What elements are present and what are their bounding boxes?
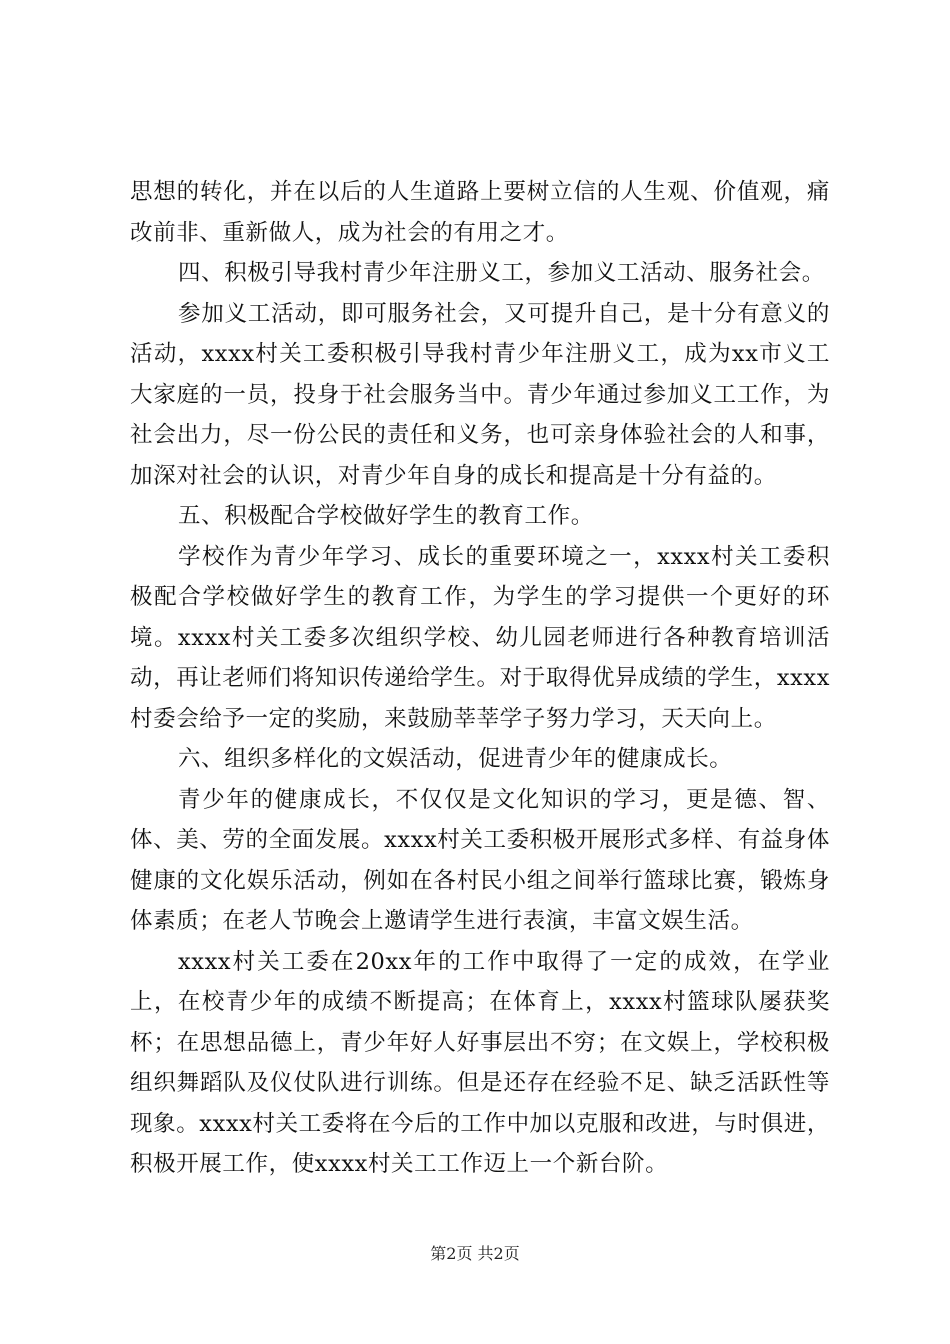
- section-heading-4: 四、积极引导我村青少年注册义工，参加义工活动、服务社会。: [178, 260, 825, 286]
- paragraph-volunteer: 参加义工活动，即可服务社会，又可提升自己，是十分有意义的活动，xxxx村关工委积极引导我村青少年注册义工，成为xx市义工大家庭的一员，投身于社会服务当中。青少年通过参加义工工作，为社会出力，尽一份公民的责任和义务，也可亲身体验社会的人和事，加深对社会的认识，对青少年自身的成长和提高是十分有益的。: [130, 300, 830, 489]
- paragraph-continuation: 思想的转化，并在以后的人生道路上要树立信的人生观、价值观，痛改前非、重新做人，成为社会的有用之才。: [130, 179, 830, 246]
- document-body: [130, 172, 830, 1185]
- paragraph-recreation: 青少年的健康成长，不仅仅是文化知识的学习，更是德、智、体、美、劳的全面发展。xxxx村关工委积极开展形式多样、有益身体健康的文化娱乐活动，例如在各村民小组之间举行篮球比赛，锻炼身体素质；在老人节晚会上邀请学生进行表演，丰富文娱生活。: [130, 786, 830, 934]
- section-heading-5: 五、积极配合学校做好学生的教育工作。: [178, 503, 594, 529]
- section-heading-6: 六、组织多样化的文娱活动，促进青少年的健康成长。: [178, 746, 733, 772]
- paragraph-summary: xxxx村关工委在20xx年的工作中取得了一定的成效，在学业上，在校青少年的成绩不断提高；在体育上，xxxx村篮球队屡获奖杯；在思想品德上，青少年好人好事层出不穷；在文娱上，学校积极组织舞蹈队及仪仗队进行训练。但是还存在经验不足、缺乏活跃性等现象。xxxx村关工委将在今后的工作中加以克服和改进，与时俱进，积极开展工作，使xxxx村关工工作迈上一个新台阶。: [130, 948, 830, 1177]
- paragraph-school: 学校作为青少年学习、成长的重要环境之一，xxxx村关工委积极配合学校做好学生的教育工作，为学生的学习提供一个更好的环境。xxxx村关工委多次组织学校、幼儿园老师进行各种教育培训活动，再让老师们将知识传递给学生。对于取得优异成绩的学生，xxxx村委会给予一定的奖励，来鼓励莘莘学子努力学习，天天向上。: [130, 543, 830, 732]
- page-number-footer: 第2页 共2页: [430, 1244, 520, 1263]
